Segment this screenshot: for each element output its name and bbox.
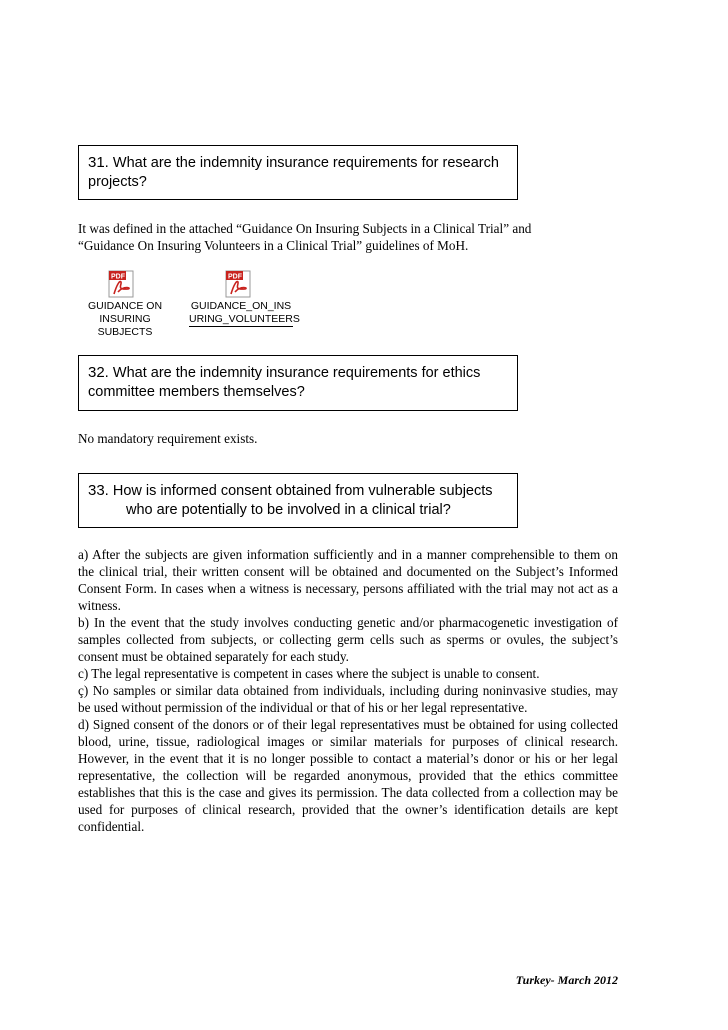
question-31-line2: projects?: [88, 173, 147, 190]
attachment-2-label: GUIDANCE_ON_INS URING_VOLUNTEERS: [189, 300, 300, 325]
answer-33-item-cc: ç) No samples or similar data obtained from individuals, including during noninvasive studies, may be used without permission of the individual or that of his or her legal representative.: [78, 683, 618, 715]
answer-33-item-c: c) The legal representative is competent in cases where the subject is unable to consent.: [78, 666, 540, 681]
svg-text:PDF: PDF: [228, 273, 242, 281]
answer-32: No mandatory requirement exists.: [78, 431, 258, 446]
question-33-line2: who are potentially to be involved in a clinical trial?: [126, 501, 451, 518]
question-31-box: [78, 145, 518, 200]
question-32-box: [78, 355, 518, 411]
question-33-box: [78, 473, 518, 528]
pdf-icon: [108, 270, 134, 298]
answer-31-line1: It was defined in the attached “Guidance On Insuring Subjects in a Clinical Trial” and: [78, 221, 532, 236]
answer-33: [78, 546, 618, 835]
question-31-line1: 31. What are the indemnity insurance requirements for research: [88, 154, 499, 171]
answer-33-item-a: a) After the subjects are given information sufficiently and in a manner comprehensible to them on the clinical trial, their written consent will be obtained and documented on the Subject’s Informed Consent Form. In cases when a witness is necessary, persons affiliated with the trial may not act as a witness.: [78, 547, 618, 613]
question-32-line1: 32. What are the indemnity insurance requirements for ethics: [88, 364, 481, 381]
attachment-1-label: GUIDANCE ON INSURING SUBJECTS: [87, 300, 163, 338]
answer-31-line2: “Guidance On Insuring Volunteers in a Clinical Trial” guidelines of MoH.: [78, 238, 469, 253]
answer-33-item-d: d) Signed consent of the donors or of their legal representatives must be obtained for using collected blood, urine, tissue, radiological images or similar materials for purposes of clinical research. However, in the event that it is no longer possible to contact a material’s donor or his or her legal representative, the collection will be regarded anonymous, provided that the ethics committee establishes that this is the case and gives its permission. The data collected from a collection may be used for purposes of clinical research, provided that the owner’s identification details are kept confidential.: [78, 717, 618, 834]
answer-31: [78, 220, 618, 254]
answer-33-item-b: b) In the event that the study involves conducting genetic and/or pharmacogenetic investigation of samples collected from subjects, or collecting germ cells such as sperms or ovules, the subject’s consent must be obtained separately for each study.: [78, 615, 618, 664]
page-footer: Turkey- March 2012: [515, 973, 618, 987]
question-32-line2: committee members themselves?: [88, 383, 305, 400]
pdf-icon: [225, 270, 251, 298]
question-33-line1: 33. How is informed consent obtained from vulnerable subjects: [88, 482, 493, 499]
svg-text:PDF: PDF: [111, 273, 125, 281]
